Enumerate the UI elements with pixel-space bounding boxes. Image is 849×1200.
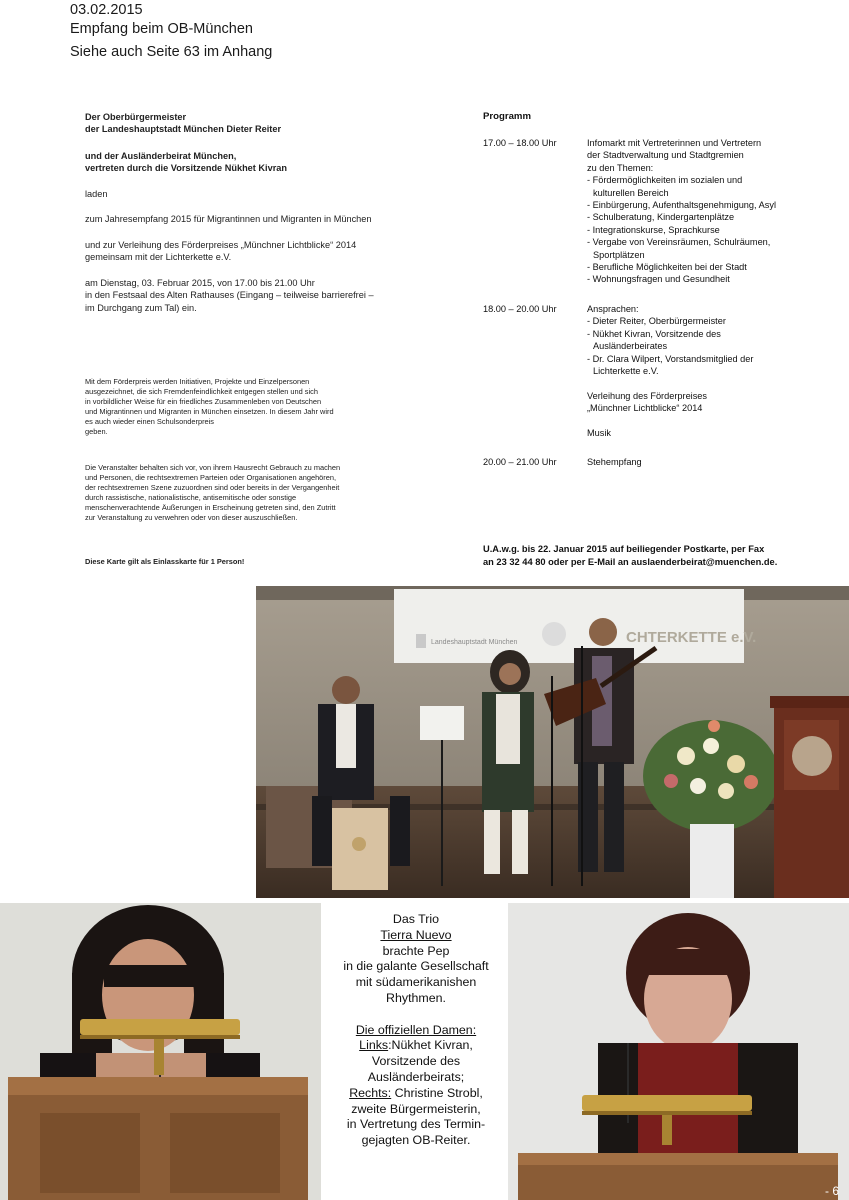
appendix-note: Siehe auch Seite 63 im Anhang — [70, 44, 273, 60]
disclaimer — [85, 463, 340, 524]
award-line1: und zur Verleihung des Förderpreises „Münchner Lichtblicke“ 2014 — [85, 240, 357, 250]
caption-line: Ausländerbeirats; — [367, 1069, 465, 1084]
when-line2: in den Festsaal des Alten Rathauses (Eingang – teilweise barrierefrei – — [85, 290, 374, 301]
programm-line: „Münchner Lichtblicke“ 2014 — [587, 403, 703, 414]
programm-line: - Dieter Reiter, Oberbürgermeister — [587, 316, 726, 327]
programm-line: - Fördermöglichkeiten im sozialen und — [587, 175, 743, 186]
host1-line2: der Landeshauptstadt München Dieter Reiter — [85, 124, 282, 135]
document-title: Empfang beim OB-München — [70, 21, 253, 37]
caption-line — [327, 1086, 505, 1102]
programm-time: 18.00 – 20.00 Uhr — [483, 304, 557, 314]
ticket-note: Diese Karte gilt als Einlasskarte für 1 Person! — [85, 557, 245, 566]
programm-line: - Integrationskurse, Sprachkurse — [587, 224, 720, 235]
prize-line: es auch wieder einen Schulsonderpreis — [85, 417, 215, 427]
programm-line: - Wohnungsfragen und Gesundheit — [587, 274, 730, 285]
programm-line: Ausländerbeirates — [593, 341, 668, 352]
page-number: - 6 — [824, 1184, 839, 1198]
rsvp-line1: U.A.w.g. bis 22. Januar 2015 auf beiliegender Postkarte, per Fax — [483, 544, 765, 554]
disclaimer-line: menschenverachtende Äußerungen in Erscheinung getreten sind, den Zutritt — [85, 503, 336, 513]
disclaimer-line: und Personen, die rechtsextremen Parteien oder Organisationen angehören, — [85, 473, 337, 483]
prize-line: Mit dem Förderpreis werden Initiativen, Projekte und Einzelpersonen — [85, 377, 310, 386]
programm-title: Programm — [483, 111, 531, 122]
rsvp-line2: an 23 32 44 80 oder per E-Mail an auslaenderbeirat@muenchen.de. — [483, 556, 778, 567]
invitation-host-2 — [85, 150, 287, 175]
programm-line: Lichterkette e.V. — [593, 366, 659, 377]
caption-line: in die galante Gesellschaft — [343, 959, 489, 974]
caption-line: Vorsitzende des — [371, 1054, 461, 1069]
host1-line1: Der Oberbürgermeister — [85, 112, 187, 122]
prize-line: und Migrantinnen und Migranten in München einsetzen. In diesem Jahr wird — [85, 407, 334, 417]
programm-line: Sportplätzen — [593, 249, 645, 260]
programm-line — [587, 377, 827, 389]
links-text: :Nükhet Kivran, — [388, 1038, 473, 1053]
rsvp-note — [483, 543, 777, 568]
programm-line: Verleihung des Förderpreises — [587, 390, 708, 401]
left-speaker-photo — [0, 903, 321, 1200]
programm-line: - Einbürgerung, Aufenthaltsgenehmigung, Asyl — [587, 200, 776, 211]
caption-line — [327, 1038, 505, 1054]
caption-line: in Vertretung des Termin- — [346, 1117, 486, 1132]
programm-line: Ansprachen: — [587, 304, 639, 314]
invitation-host-1 — [85, 111, 281, 136]
caption-line: gejagten OB-Reiter. — [361, 1133, 471, 1148]
invite-when — [85, 277, 374, 314]
host2-line2: vertreten durch die Vorsitzende Nükhet Kivran — [85, 163, 288, 174]
programm-line: Musik — [587, 428, 611, 439]
host2-line1: und der Ausländerbeirat München, — [85, 151, 237, 161]
caption-line: Rhythmen. — [386, 990, 446, 1005]
invite-word: laden — [85, 189, 108, 199]
caption-line: mit südamerikanishen — [355, 975, 477, 990]
disclaimer-line: Die Veranstalter behalten sich vor, von ihrem Hausrecht Gebrauch zu machen — [85, 463, 341, 472]
caption-line: Das Trio — [392, 912, 440, 926]
programm-line — [587, 415, 827, 427]
programm-line: - Berufliche Möglichkeiten bei der Stadt — [587, 262, 747, 273]
programm-line: zu den Themen: — [587, 162, 654, 173]
document-date: 03.02.2015 — [70, 2, 143, 18]
programm-line: Infomarkt mit Vertreterinnen und Vertretern — [587, 138, 762, 148]
band-name: Tierra Nuevo — [380, 927, 452, 942]
programm-desc-2 — [587, 303, 827, 439]
programm-line: - Vergabe von Vereinsräumen, Schulräumen, — [587, 237, 771, 248]
programm-time: 17.00 – 18.00 Uhr — [483, 138, 557, 148]
photo-caption — [327, 912, 505, 1149]
programm-desc-1 — [587, 137, 827, 286]
prize-line: geben. — [85, 427, 108, 437]
invite-award — [85, 239, 356, 264]
invite-purpose: zum Jahresempfang 2015 für Migrantinnen und Migranten in München — [85, 214, 372, 224]
programm-line: - Schulberatung, Kindergartenplätze — [587, 212, 735, 223]
when-line1: am Dienstag, 03. Februar 2015, von 17.00 bis 21.00 Uhr — [85, 278, 315, 288]
links-label: Links — [359, 1038, 389, 1053]
programm-desc-3 — [587, 456, 827, 468]
award-line2: gemeinsam mit der Lichterkette e.V. — [85, 252, 232, 263]
banner-left-text: Landeshauptstadt München — [431, 639, 518, 646]
stage-photo — [256, 586, 849, 898]
right-speaker-photo — [508, 903, 849, 1200]
prize-line: in vorbildlicher Weise für ein friedliches Zusammenleben von Deutschen — [85, 397, 322, 407]
caption-line: zweite Bürgermeisterin, — [351, 1101, 481, 1116]
programm-line: - Dr. Clara Wilpert, Vorstandsmitglied der — [587, 353, 754, 364]
programm-line: kulturellen Bereich — [593, 187, 669, 198]
disclaimer-line: zur Veranstaltung zu verwehren oder von dieser auszuschließen. — [85, 513, 298, 523]
when-line3: im Durchgang zum Tal) ein. — [85, 302, 197, 313]
programm-line: der Stadtverwaltung und Stadtgremien — [587, 150, 744, 161]
programm-line: Stehempfang — [587, 457, 642, 467]
prize-line: ausgezeichnet, die sich Fremdenfeindlichkeit entgegen stellen und sich — [85, 387, 318, 397]
prize-description — [85, 377, 334, 438]
disclaimer-line: durch rassistische, nationalistische, antisemitische oder sonstige — [85, 493, 297, 503]
rechts-label: Rechts: — [349, 1085, 392, 1100]
disclaimer-line: der rechtsextremen Szene zuzuordnen sind oder bereits in der Vergangenheit — [85, 483, 340, 493]
caption-line: brachte Pep — [382, 943, 450, 958]
caption-subheading: Die offiziellen Damen: — [355, 1022, 477, 1037]
rechts-text: Christine Strobl, — [391, 1085, 483, 1100]
programm-line: - Nükhet Kivran, Vorsitzende des — [587, 328, 721, 339]
banner-right-text: CHTERKETTE e.V. — [626, 629, 757, 646]
programm-time: 20.00 – 21.00 Uhr — [483, 457, 557, 467]
